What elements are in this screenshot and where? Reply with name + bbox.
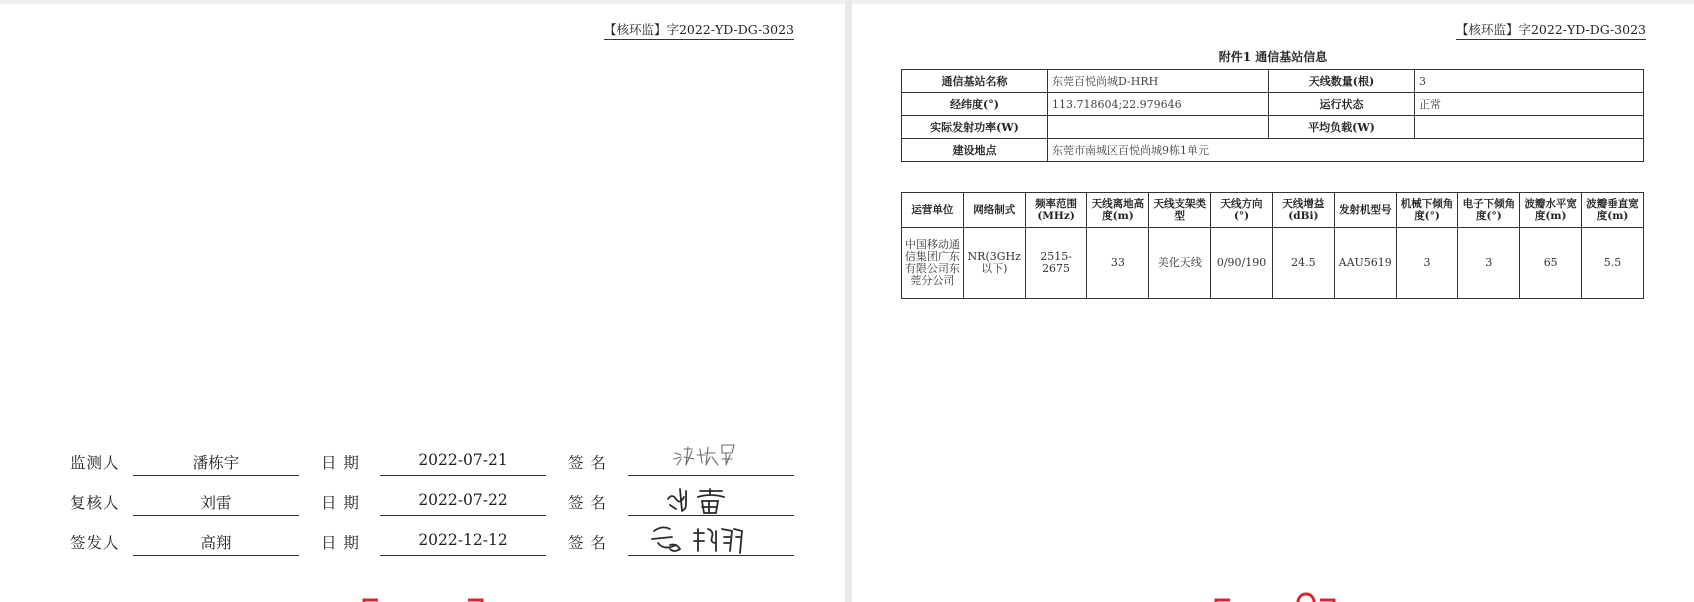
- table-row: [902, 139, 1644, 162]
- station-info-table: [901, 69, 1644, 162]
- table-cell: 5.5: [1582, 228, 1644, 299]
- table-cell: 美化天线: [1149, 228, 1211, 299]
- column-header: 频率范围(MHz): [1025, 193, 1087, 228]
- person-name: 高翔: [200, 534, 232, 552]
- column-header: 运营单位: [902, 193, 964, 228]
- antenna-table: [901, 192, 1644, 299]
- status-value: 正常: [1415, 93, 1644, 116]
- station-name-value: 东莞百悦尚城D-HRH: [1048, 70, 1269, 93]
- role-label: 复核人: [70, 494, 120, 512]
- table-cell: 2515-2675: [1025, 228, 1087, 299]
- sign-label: 签 名: [568, 534, 607, 552]
- table-header-row: [902, 193, 1644, 228]
- table-cell: 24.5: [1272, 228, 1334, 299]
- column-header: 波瓣水平宽度(m): [1520, 193, 1582, 228]
- load-label: 平均负载(W): [1269, 116, 1415, 139]
- date-underline: [380, 475, 546, 476]
- column-header: 天线方向(°): [1211, 193, 1273, 228]
- date-underline: [380, 555, 546, 556]
- doc-number: 【核环监】字2022-YD-DG-3023: [604, 20, 794, 40]
- load-value: [1415, 116, 1644, 139]
- table-cell: 33: [1087, 228, 1149, 299]
- date-value: 2022-12-12: [418, 531, 508, 549]
- column-header: 电子下倾角度(°): [1458, 193, 1520, 228]
- table-cell: 3: [1458, 228, 1520, 299]
- handwritten-signature-issuer: [650, 515, 780, 557]
- date-value: 2022-07-22: [418, 491, 508, 509]
- coords-value: 113.718604;22.979646: [1048, 93, 1269, 116]
- table-cell: 中国移动通信集团广东有限公司东莞分公司: [902, 228, 964, 299]
- right-page: [852, 0, 1694, 602]
- role-label: 签发人: [70, 534, 120, 552]
- column-header: 波瓣垂直宽度(m): [1582, 193, 1644, 228]
- table-cell: AAU5619: [1334, 228, 1396, 299]
- table-cell: 3: [1396, 228, 1458, 299]
- column-header: 天线离地高度(m): [1087, 193, 1149, 228]
- power-label: 实际发射功率(W): [902, 116, 1048, 139]
- signature-row-monitor: [0, 447, 845, 477]
- power-value: [1048, 116, 1269, 139]
- person-name: 刘雷: [200, 494, 232, 512]
- page-top-shade: [0, 0, 845, 4]
- station-name-label: 通信基站名称: [902, 70, 1048, 93]
- date-underline: [380, 515, 546, 516]
- signature-row-issuer: [0, 527, 845, 557]
- date-label: 日 期: [321, 494, 360, 512]
- page-top-shade: [852, 0, 1694, 4]
- sign-label: 签 名: [568, 454, 607, 472]
- name-underline: [133, 475, 299, 476]
- address-value: 东莞市南城区百悦尚城9栋1单元: [1048, 139, 1644, 162]
- sign-label: 签 名: [568, 494, 607, 512]
- person-name: 潘栋宇: [192, 454, 240, 472]
- table-body: [902, 228, 1644, 299]
- table-cell: 65: [1520, 228, 1582, 299]
- name-underline: [133, 515, 299, 516]
- column-header: 网络制式: [963, 193, 1025, 228]
- handwritten-signature-reviewer: [650, 475, 780, 517]
- table-row: [902, 70, 1644, 93]
- table-cell: 0/90/190: [1211, 228, 1273, 299]
- table-row: [902, 228, 1644, 299]
- coords-label: 经纬度(°): [902, 93, 1048, 116]
- doc-number: 【核环监】字2022-YD-DG-3023: [1456, 20, 1646, 40]
- column-header: 机械下倾角度(°): [1396, 193, 1458, 228]
- attachment-title: 附件1 通信基站信息: [1218, 50, 1328, 64]
- role-label: 监测人: [70, 454, 120, 472]
- name-underline: [133, 555, 299, 556]
- signature-row-reviewer: [0, 487, 845, 517]
- address-label: 建设地点: [902, 139, 1048, 162]
- table-row: [902, 93, 1644, 116]
- column-header: 天线支架类型: [1149, 193, 1211, 228]
- table-row: [902, 116, 1644, 139]
- date-label: 日 期: [321, 534, 360, 552]
- antenna-count-value: 3: [1415, 70, 1644, 93]
- column-header: 发射机型号: [1334, 193, 1396, 228]
- column-header: 天线增益(dBi): [1272, 193, 1334, 228]
- left-page: [0, 0, 845, 602]
- date-label: 日 期: [321, 454, 360, 472]
- date-value: 2022-07-21: [418, 451, 508, 469]
- red-seal-stamp: [1210, 586, 1340, 602]
- status-label: 运行状态: [1269, 93, 1415, 116]
- table-cell: NR(3GHz以下): [963, 228, 1025, 299]
- antenna-count-label: 天线数量(根): [1269, 70, 1415, 93]
- handwritten-signature-monitor: [650, 435, 780, 477]
- red-seal-stamp: [358, 586, 488, 602]
